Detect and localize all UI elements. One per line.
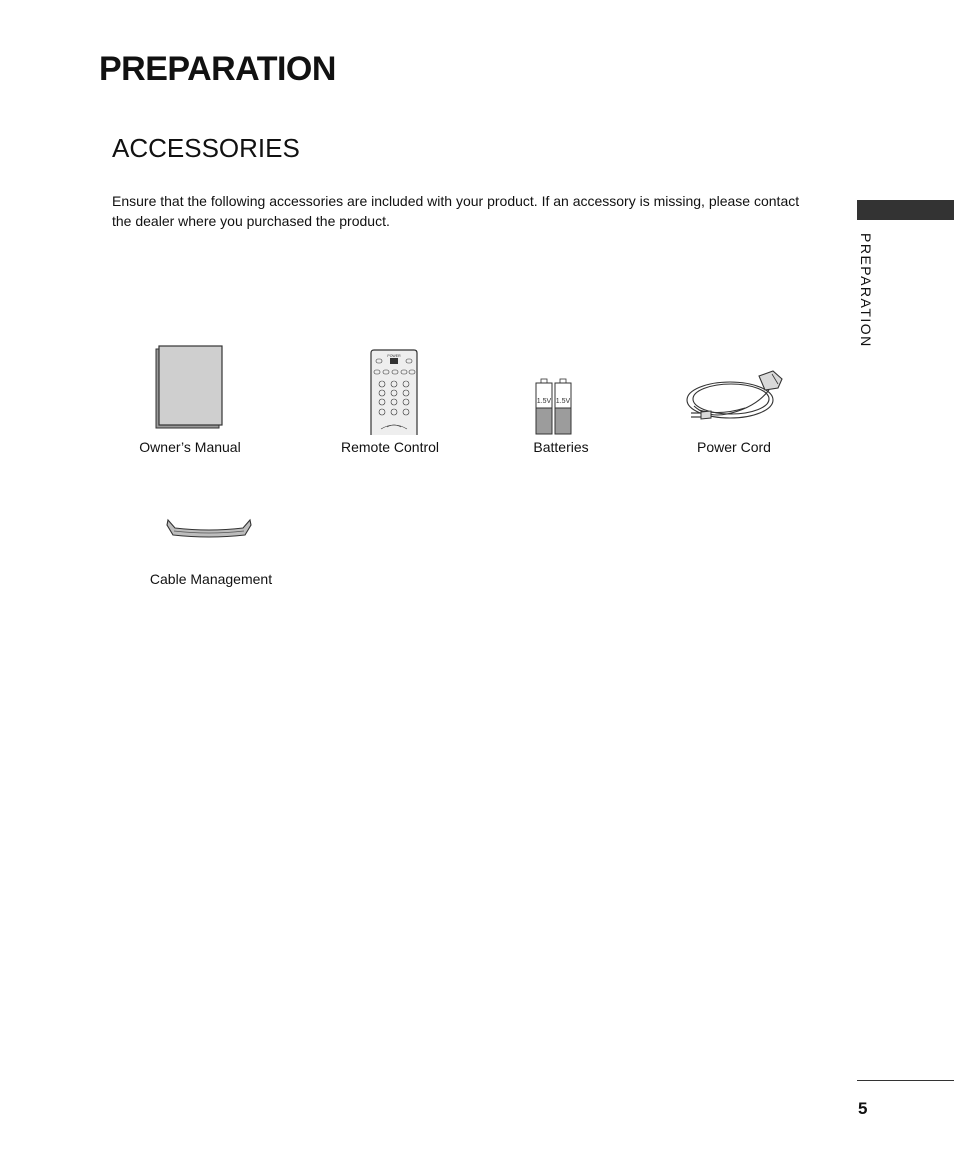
accessory-remote-control [369,349,421,435]
batteries-label: Batteries [533,439,589,455]
owners-manual-label: Owner’s Manual [139,439,241,455]
footer-rule [857,1080,954,1081]
remote-power-text: POWER [387,354,401,358]
cable-management-icon [165,515,253,541]
accessory-power-cord [685,368,785,423]
remote-control-icon [369,349,421,435]
cable-management-label: Cable Management [149,571,273,587]
section-title: ACCESSORIES [112,133,300,163]
power-cord-icon [685,368,785,423]
accessory-owners-manual [155,345,225,429]
battery-1-voltage: 1.5V [536,398,552,405]
intro-paragraph: Ensure that the following accessories are included with your product. If an accessory is missing, please contact the dealer where you purchased the product. [112,193,800,229]
batteries-icon [535,378,575,435]
side-tab-bar [857,200,954,220]
remote-control-label: Remote Control [340,439,440,455]
manual-icon [155,345,225,429]
battery-2-voltage: 1.5V [555,398,571,405]
accessory-batteries [535,378,575,435]
accessory-cable-management [165,515,253,541]
page-number: 5 [858,1099,868,1118]
power-cord-label: Power Cord [697,439,771,455]
side-tab-label: PREPARATION [858,233,874,348]
page-title: PREPARATION [99,50,336,88]
